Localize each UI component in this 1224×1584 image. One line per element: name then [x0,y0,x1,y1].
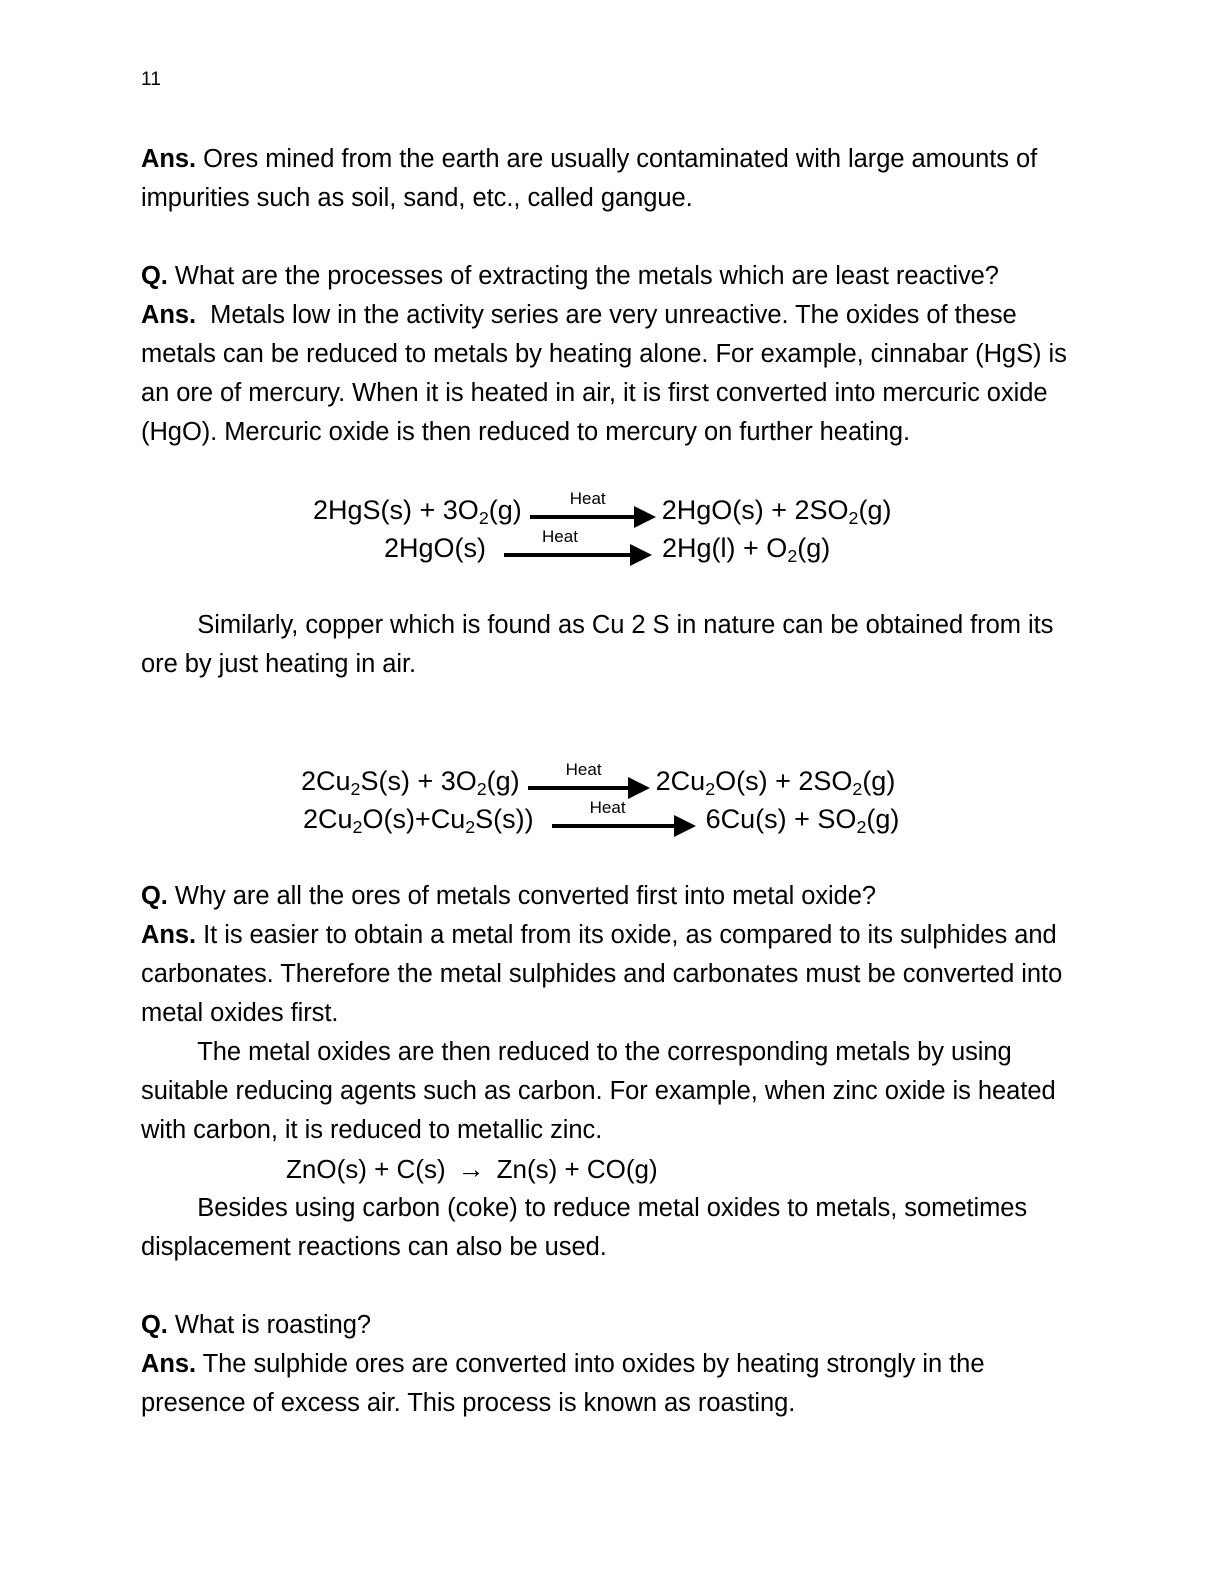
equation-right-term: $6Cu(s) + SO_2(g)$ [705,804,900,837]
paragraph-text: The sulphide ores are converted into oxides by heating strongly in the presence of excess air. This process is known as roasting. [141,1350,992,1417]
spacer [141,838,1081,877]
equation-right-term: $2Cu_2O(s) + 2SO_2(g)$ [655,766,896,799]
paragraph-label: Ans. [141,301,197,329]
reaction-arrow-icon [528,762,652,800]
equation-left-term: ZnO(s) + C(s) [286,1154,446,1184]
equation-row [141,800,1081,838]
paragraph-label: Q. [141,882,168,910]
paragraph-ans-metal-oxide [141,916,1081,1033]
reaction-arrow-icon [504,529,654,567]
equation-left-term: $2HgS(s) + 3O_2(g)$ [313,495,522,528]
equation-block-copper [141,762,1081,838]
spacer [141,684,1081,762]
equation-right-term: Zn(s) + CO(g) [496,1154,658,1184]
paragraph-label: Ans. [141,921,197,949]
equation-row [141,529,1081,567]
equation-right-term: $2HgO(s) + 2SO_2(g)$ [661,495,892,528]
paragraph-text: What is roasting? [167,1311,372,1339]
paragraph-q-roasting [141,1306,1081,1345]
paragraph-text: Ores mined from the earth are usually contaminated with large amounts of impurities such as soil, sand, etc., called gangue. [141,145,1045,212]
paragraph-ans-gangue [141,140,1081,218]
spacer [141,218,1081,257]
paragraph-q-metal-oxide [141,877,1081,916]
paragraph-similarly-copper [141,606,1081,684]
paragraph-label: Q. [141,1311,168,1339]
paragraph-text: Metals low in the activity series are very unreactive. The oxides of these metals can be reduced to metals by heating alone. For example, cinnabar (HgS) is an ore of mercury. When it is heated in air, it is first converted into mercuric oxide (HgO). Mercuric oxide is then reduced to mercury on further heating. [141,301,1074,446]
equation-block-mercury [141,491,1081,567]
paragraph-text: Why are all the ores of metals converted first into metal oxide? [167,882,877,910]
reaction-arrow-icon: → [457,1154,485,1184]
reaction-arrow-icon [530,491,658,529]
paragraph-label: Q. [141,262,168,290]
spacer [141,567,1081,606]
page-number: 11 [141,69,162,90]
equation-left-term: $2Cu_2O(s)+Cu_2S(s)$) [303,804,534,837]
paragraph-text: The metal oxides are then reduced to the corresponding metals by using suitable reducing agents such as carbon. For example, when zinc oxide is heated with carbon, it is reduced to metallic zinc. [141,1038,1063,1144]
spacer [141,1267,1081,1306]
paragraph-besides-carbon [141,1189,1081,1267]
paragraph-q-least-reactive [141,257,1081,296]
equation-right-term: $2Hg(l) + O_2(g)$ [662,533,831,566]
paragraph-metal-oxides-reduced [141,1033,1081,1150]
document-body [141,140,1081,1423]
paragraph-ans-roasting [141,1345,1081,1423]
spacer [141,452,1081,491]
equation-row [141,491,1081,529]
equation-left-term: 2HgO(s) [384,533,487,563]
paragraph-text: Besides using carbon (coke) to reduce metal oxides to metals, sometimes displacement reactions can also be used. [141,1194,1035,1261]
paragraph-label: Ans. [141,1350,197,1378]
arrow-label: Heat [565,760,602,779]
equation-left-term: $2Cu_2S(s) + 3O_2(g)$ [301,766,520,799]
arrow-label: Heat [542,527,578,546]
paragraph-text: What are the processes of extracting the metals which are least reactive? [167,262,999,290]
arrow-label: Heat [589,798,626,817]
reaction-arrow-icon [552,800,698,838]
arrow-label: Heat [569,489,606,508]
equation-row-zinc [141,1150,1081,1189]
paragraph-ans-least-reactive [141,296,1081,452]
paragraph-label: Ans. [141,145,197,173]
paragraph-text: It is easier to obtain a metal from its oxide, as compared to its sulphides and carbonates. Therefore the metal sulphides and carbonates must be converted into metal oxides first. [141,921,1070,1027]
equation-row [141,762,1081,800]
paragraph-text: Similarly, copper which is found as Cu 2 S in nature can be obtained from its ore by just heating in air. [141,611,1061,678]
